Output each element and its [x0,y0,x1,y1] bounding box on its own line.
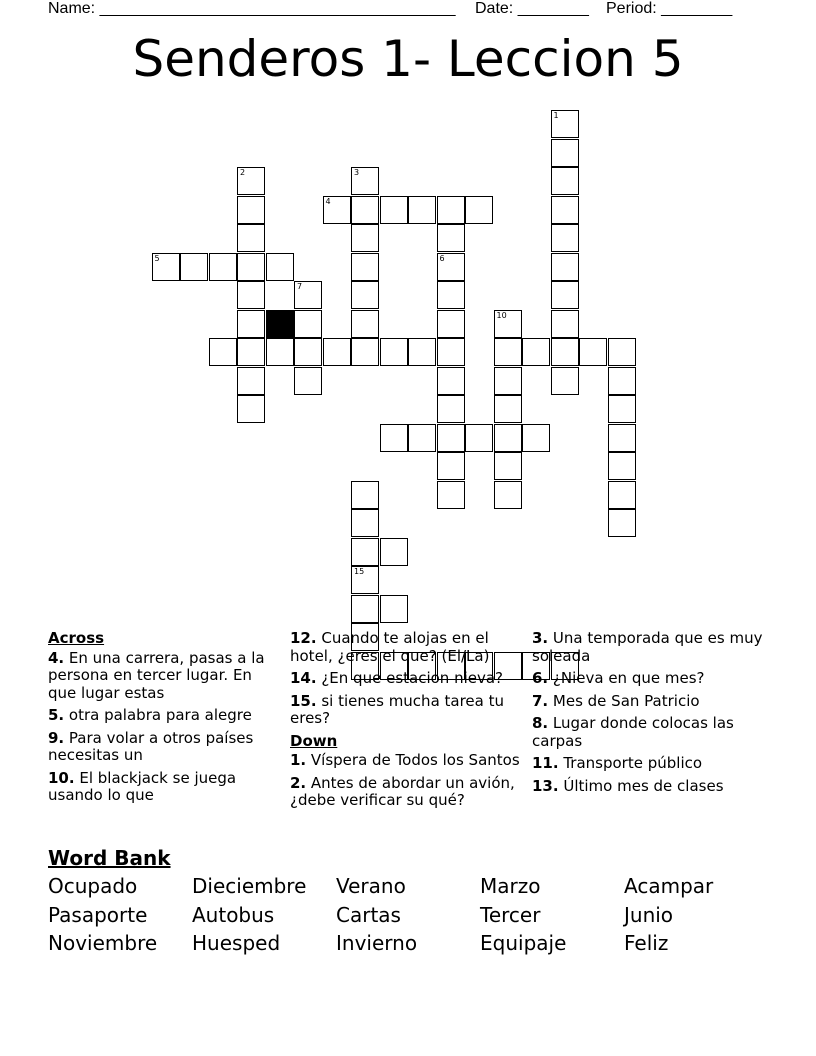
name-field-label: Name: ________________________________________ [48,0,456,17]
clue-item [532,778,767,796]
clue-number: 1 [553,111,559,120]
crossword-cell[interactable] [237,395,265,423]
clue-item [532,630,767,665]
clue-number: 5 [154,253,160,263]
word-bank-item: Dieciembre [192,874,307,898]
clue-number: 15 [354,567,365,576]
crossword-cell[interactable] [294,281,322,309]
crossword-cell[interactable] [237,196,265,224]
clue-item-text: otra palabra para alegre [64,706,252,724]
crossword-cell[interactable] [237,224,265,252]
crossword-cell[interactable] [494,310,522,338]
crossword-cell[interactable] [351,566,379,594]
clue-item [48,770,283,805]
word-bank-item: Cartas [336,903,401,927]
crossword-cell[interactable] [237,167,265,195]
clue-item-text: Víspera de Todos los Santos [306,751,520,769]
clue-number: 3 [354,168,360,177]
crossword-cell[interactable] [408,424,436,452]
crossword-cell[interactable] [237,253,265,281]
crossword-cell[interactable] [437,481,465,509]
clue-item-text: Cuando te alojas en el hotel, ¿eres el que? (El/La) [290,629,490,665]
crossword-cell[interactable] [351,595,379,623]
clue-item [532,670,767,688]
clue-item [532,755,767,773]
clue-item-text: En una carrera, pasas a la persona en tercer lugar. En que lugar estas [48,648,265,702]
crossword-cell[interactable] [351,281,379,309]
crossword-cell[interactable] [551,139,579,167]
crossword-cell[interactable] [323,196,351,224]
clue-item-number: 8. [532,714,549,732]
crossword-cell[interactable] [237,310,265,338]
crossword-cell[interactable] [351,167,379,195]
clue-item-number: 1. [290,751,307,769]
clue-item-text: Para volar a otros países necesitas un [48,728,254,764]
crossword-cell[interactable] [437,310,465,338]
clue-item-number: 6. [532,669,549,687]
clue-item-number: 15. [290,691,317,710]
crossword-cell[interactable] [437,395,465,423]
crossword-cell[interactable] [437,367,465,395]
crossword-cell[interactable] [494,338,522,366]
crossword-cell[interactable] [494,395,522,423]
clue-item-text: Antes de abordar un avión, ¿debe verificar su qué? [290,773,515,809]
crossword-cell[interactable] [494,481,522,509]
down-heading: Down [290,731,338,750]
crossword-cell[interactable] [494,452,522,480]
clue-item-number: 14. [290,669,317,687]
crossword-cell[interactable] [323,338,351,366]
crossword-cell[interactable] [266,338,294,366]
crossword-cell[interactable] [608,452,636,480]
clue-item-text: Transporte público [558,754,703,772]
clue-item [48,707,283,725]
crossword-cell[interactable] [351,196,379,224]
word-bank-item: Autobus [192,903,275,927]
crossword-cell[interactable] [522,338,550,366]
clue-item [48,730,283,765]
crossword-cell[interactable] [522,424,550,452]
crossword-cell[interactable] [579,338,607,366]
crossword-cell[interactable] [351,253,379,281]
crossword-cell[interactable] [351,538,379,566]
crossword-cell[interactable] [209,253,237,281]
clue-item-number: 11. [532,754,559,772]
word-bank-item: Noviembre [48,931,158,955]
crossword-cell[interactable] [351,338,379,366]
crossword-cell[interactable] [551,224,579,252]
crossword-cell[interactable] [465,196,493,224]
crossword-black-cell [266,310,294,338]
clue-item-text: Último mes de clases [558,776,724,795]
clue-item-number: 13. [532,776,559,795]
clue-item-number: 9. [48,728,65,747]
word-bank-item: Marzo [480,874,541,898]
crossword-cell[interactable] [437,338,465,366]
crossword-cell[interactable] [437,281,465,309]
crossword-cell[interactable] [380,424,408,452]
crossword-cell[interactable] [608,395,636,423]
crossword-cell[interactable] [294,310,322,338]
crossword-cell[interactable] [266,253,294,281]
crossword-cell[interactable] [380,538,408,566]
period-field-label: Period: ________ [606,0,733,17]
crossword-cell[interactable] [551,310,579,338]
crossword-cell[interactable] [351,509,379,537]
word-bank-title: Word Bank [48,846,171,870]
crossword-cell[interactable] [351,481,379,509]
clue-item-text: si tienes mucha tarea tu eres? [290,691,505,727]
crossword-cell[interactable] [380,196,408,224]
crossword-cell[interactable] [294,367,322,395]
crossword-cell[interactable] [551,110,579,138]
crossword-cell[interactable] [494,367,522,395]
word-bank-item: Junio [624,903,674,927]
clue-number: 6 [439,253,445,263]
clue-item-number: 7. [532,691,549,710]
clue-item-number: 5. [48,706,65,724]
word-bank-item: Verano [336,874,406,898]
crossword-cell[interactable] [608,481,636,509]
date-field-label: Date: ________ [475,0,589,17]
crossword-cell[interactable] [437,224,465,252]
word-bank-item: Invierno [336,931,418,955]
clue-item-text: El blackjack se juega usando lo que [48,768,237,804]
word-bank-item: Tercer [480,903,541,927]
clue-item-text: Una temporada que es muy soleada [532,629,763,665]
clue-item-number: 10. [48,768,75,787]
crossword-cell[interactable] [380,595,408,623]
clue-number: 4 [325,196,331,206]
crossword-cell[interactable] [380,338,408,366]
crossword-cell[interactable] [437,196,465,224]
clue-item-text: ¿Nieva en que mes? [548,669,705,687]
crossword-cell[interactable] [551,167,579,195]
crossword-cell[interactable] [437,424,465,452]
word-bank-item: Pasaporte [48,903,148,927]
clue-item [532,715,767,750]
across-heading: Across [48,629,105,647]
crossword-cell[interactable] [608,424,636,452]
clue-item-number: 4. [48,648,65,667]
clue-item-text: Lugar donde colocas las carpas [532,714,734,750]
crossword-cell[interactable] [294,338,322,366]
clues-column-1 [48,630,283,810]
crossword-cell[interactable] [152,253,180,281]
crossword-cell[interactable] [494,424,522,452]
crossword-cell[interactable] [437,452,465,480]
crossword-cell[interactable] [551,196,579,224]
crossword-cell[interactable] [551,253,579,281]
crossword-cell[interactable] [237,367,265,395]
crossword-cell[interactable] [608,509,636,537]
clue-number: 7 [297,282,303,291]
clue-item [532,693,767,711]
clue-number: 2 [240,168,246,177]
clue-item [290,693,525,728]
crossword-cell[interactable] [237,338,265,366]
crossword-cell[interactable] [351,310,379,338]
clue-item [290,670,525,688]
crossword-cell[interactable] [608,367,636,395]
crossword-cell[interactable] [351,224,379,252]
clue-item-number: 2. [290,773,307,792]
crossword-cell[interactable] [551,367,579,395]
word-bank-item: Huesped [192,931,281,955]
clue-item [48,650,283,703]
clue-item-text: Mes de San Patricio [548,691,700,710]
clue-item [290,775,525,810]
word-bank-item: Equipaje [480,931,567,955]
crossword-cell[interactable] [237,281,265,309]
crossword-cell[interactable] [608,338,636,366]
crossword-cell[interactable] [551,338,579,366]
crossword-cell[interactable] [551,281,579,309]
crossword-cell[interactable] [408,196,436,224]
word-bank-item: Ocupado [48,874,138,898]
crossword-cell[interactable] [437,253,465,281]
clue-item [290,752,525,770]
page-title: Senderos 1- Leccion 5 [132,30,684,88]
word-bank-item: Feliz [624,931,669,955]
crossword-cell[interactable] [209,338,237,366]
clue-number: 10 [496,310,507,320]
clues-column-2 [290,630,525,815]
word-bank-item: Acampar [624,874,714,898]
clues-column-3 [532,630,767,800]
clue-item [290,630,525,665]
crossword-cell[interactable] [408,338,436,366]
clue-item-number: 3. [532,629,549,647]
clue-item-number: 12. [290,629,317,647]
crossword-cell[interactable] [465,424,493,452]
crossword-cell[interactable] [180,253,208,281]
clue-item-text: ¿En que estacion nieva? [316,669,504,687]
